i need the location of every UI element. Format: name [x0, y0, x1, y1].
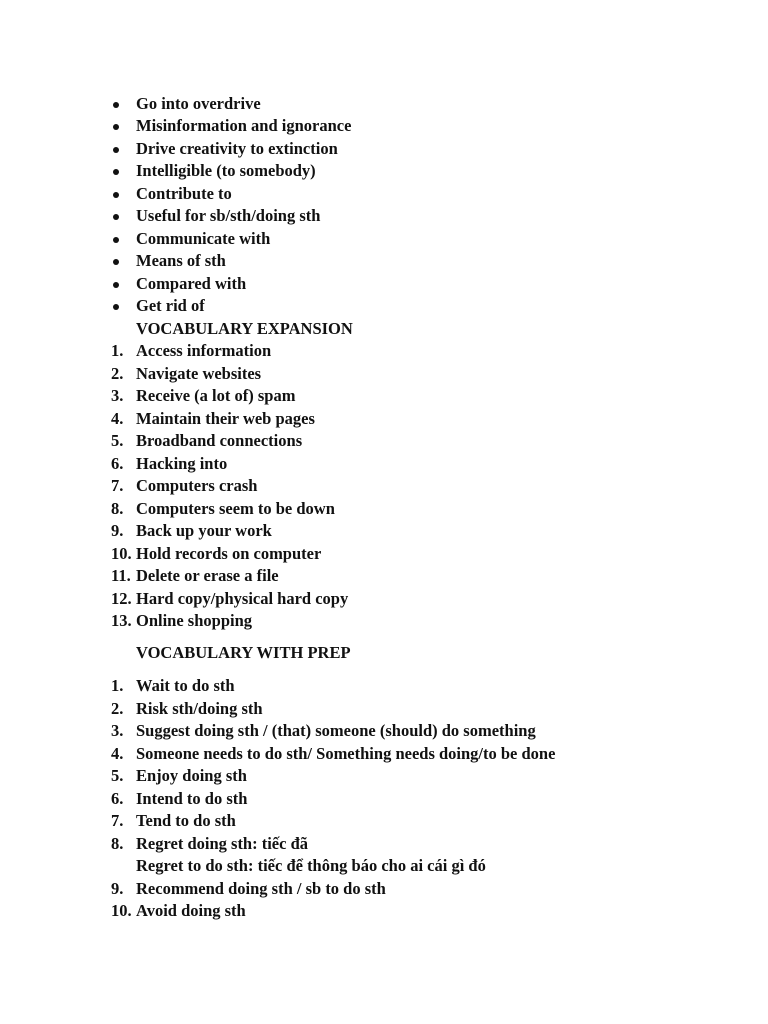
list-item-text: Wait to do sth	[136, 676, 235, 695]
list-item-text: Intend to do sth	[136, 788, 248, 808]
bullet-icon	[113, 214, 119, 220]
list-item-text: Receive (a lot of) spam	[136, 386, 296, 405]
list-item-text: Access information	[136, 341, 272, 360]
list-item-text: Risk sth/doing sth	[136, 698, 263, 718]
list-item-text: Navigate websites	[136, 363, 262, 383]
list-item-text: Computers crash	[136, 476, 258, 495]
list-item-number: 4.	[111, 408, 124, 428]
list-item-text: Online shopping	[136, 611, 253, 630]
list-item-number: 8.	[111, 498, 124, 518]
list-item-number: 4.	[111, 743, 124, 763]
list-item-text: Intelligible (to somebody)	[136, 161, 316, 180]
list-item-text: Useful for sb/sth/doing sth	[136, 206, 321, 225]
list-item-text: Compared with	[136, 273, 247, 293]
list-item-text: Communicate with	[136, 228, 271, 248]
list-item-text: Go into overdrive	[136, 93, 261, 113]
list-item-number: 5.	[111, 766, 124, 785]
list-item-text: Drive creativity to extinction	[136, 138, 338, 158]
list-item-number: 10.	[111, 901, 132, 920]
list-item-number: 2.	[111, 698, 124, 718]
list-item-text: Broadband connections	[136, 431, 303, 450]
bullet-icon	[113, 102, 119, 108]
bullet-icon	[113, 147, 119, 153]
bullet-icon	[113, 304, 119, 310]
list-item-number: 8.	[111, 833, 124, 853]
list-item-number: 7.	[111, 476, 124, 495]
list-item-number: 3.	[111, 386, 124, 405]
list-item-number: 9.	[111, 521, 124, 540]
list-item-number: 13.	[111, 611, 132, 630]
list-item-text: Get rid of	[136, 296, 205, 315]
vocab-expansion-heading: VOCABULARY EXPANSION	[136, 318, 353, 338]
bullet-icon	[113, 169, 119, 175]
list-item-text: Suggest doing sth / (that) someone (should) do something	[136, 721, 536, 740]
list-item-text: Avoid doing sth	[136, 901, 246, 920]
list-item-text: Misinformation and ignorance	[136, 116, 352, 135]
list-item-number: 1.	[111, 341, 124, 360]
list-item-text: Means of sth	[136, 251, 226, 270]
list-item-text: Contribute to	[136, 183, 232, 203]
list-item-number: 6.	[111, 453, 124, 473]
list-item-text: Regret to do sth: tiếc để thông báo cho ai cái gì đó	[136, 856, 486, 875]
bullet-icon	[113, 237, 119, 243]
list-item-number: 1.	[111, 676, 124, 695]
bullet-icon	[113, 124, 119, 130]
list-item-text: Back up your work	[136, 521, 272, 540]
bullet-icon	[113, 259, 119, 265]
list-item-number: 5.	[111, 431, 124, 450]
list-item-number: 2.	[111, 363, 124, 383]
list-item-number: 12.	[111, 588, 132, 608]
vocab-prep-heading: VOCABULARY WITH PREP	[136, 643, 351, 662]
list-item-text: Maintain their web pages	[136, 408, 315, 428]
list-item-number: 3.	[111, 721, 124, 740]
list-item-number: 6.	[111, 788, 124, 808]
list-item-text: Recommend doing sth / sb to do sth	[136, 878, 386, 898]
bullet-icon	[113, 282, 119, 288]
list-item-number: 10.	[111, 543, 132, 563]
list-item-text: Regret doing sth: tiếc đã	[136, 833, 309, 853]
list-item-text: Tend to do sth	[136, 811, 236, 830]
list-item-text: Someone needs to do sth/ Something needs doing/to be done	[136, 743, 556, 763]
list-item-text: Enjoy doing sth	[136, 766, 247, 785]
list-item-number: 9.	[111, 878, 124, 898]
list-item-text: Hold records on computer	[136, 543, 322, 563]
list-item-text: Hacking into	[136, 453, 228, 473]
list-item-number: 7.	[111, 811, 124, 830]
list-item-text: Hard copy/physical hard copy	[136, 588, 349, 608]
bullet-icon	[113, 192, 119, 198]
list-item-number: 11.	[111, 566, 131, 585]
list-item-text: Computers seem to be down	[136, 498, 335, 518]
list-item-text: Delete or erase a file	[136, 566, 279, 585]
